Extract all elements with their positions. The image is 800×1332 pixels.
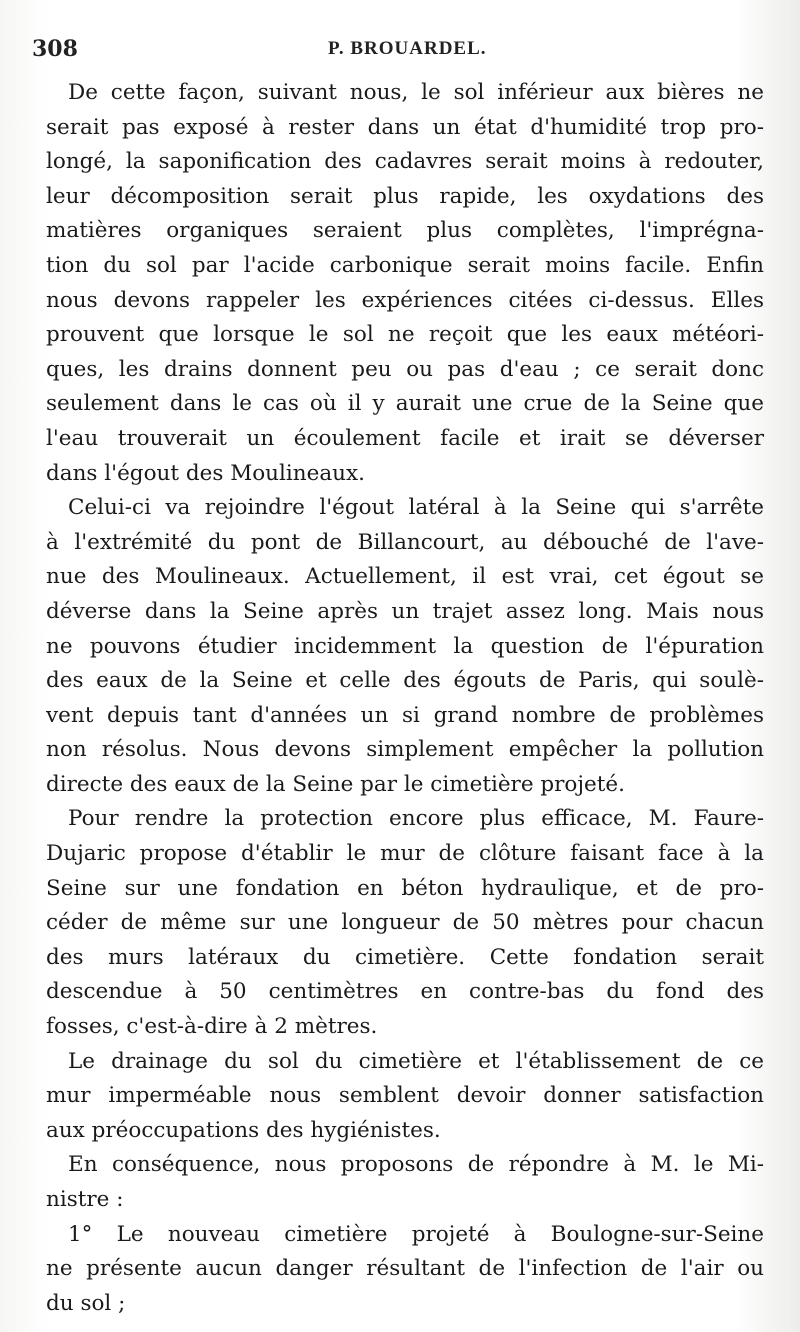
text-line: Dujaric propose d'établir le mur de clôture faisant face à la (46, 841, 764, 867)
text-line: seulement dans le cas où il y aurait une crue de la Seine que (46, 391, 764, 417)
text-line: Le drainage du sol du cimetière et l'établissement de ce (68, 1048, 764, 1074)
text-line: 1° Le nouveau cimetière projeté à Boulogne-sur-Seine (68, 1221, 764, 1247)
text-line: à l'extrémité du pont de Billancourt, au débouché de l'ave- (46, 529, 764, 555)
text-line: fosses, c'est-à-dire à 2 mètres. (46, 1014, 378, 1040)
body-text (46, 76, 764, 1321)
text-line: dans l'égout des Moulineaux. (46, 460, 365, 486)
text-line: nue des Moulineaux. Actuellement, il est vrai, cet égout se (46, 564, 764, 590)
text-line: Pour rendre la protection encore plus efficace, M. Faure- (68, 806, 764, 832)
text-line: du sol ; (46, 1290, 126, 1316)
text-line: prouvent que lorsque le sol ne reçoit que les eaux météori- (46, 322, 764, 348)
running-head: P. BROUARDEL. (328, 38, 487, 59)
text-line: l'eau trouverait un écoulement facile et irait se déverser (46, 425, 764, 451)
text-line: mur imperméable nous semblent devoir donner satisfaction (46, 1083, 764, 1109)
page-header (32, 36, 772, 66)
page-number: 308 (32, 36, 78, 62)
text-line: ques, les drains donnent peu ou pas d'eau ; ce serait donc (46, 356, 764, 382)
paragraph (46, 76, 764, 491)
text-line: déverse dans la Seine après un trajet assez long. Mais nous (46, 598, 764, 624)
text-line: Seine sur une fondation en béton hydraulique, et de pro- (46, 875, 764, 901)
text-line: nous devons rappeler les expériences citées ci-dessus. Elles (46, 287, 764, 313)
text-line: leur décomposition serait plus rapide, les oxydations des (46, 183, 764, 209)
text-line: serait pas exposé à rester dans un état d'humidité trop pro- (46, 114, 764, 140)
text-line: non résolus. Nous devons simplement empêcher la pollution (46, 737, 764, 763)
text-line: directe des eaux de la Seine par le cimetière projeté. (46, 771, 625, 797)
text-line: des eaux de la Seine et celle des égouts de Paris, qui soulè- (46, 668, 764, 694)
text-line: ne pouvons étudier incidemment la question de l'épuration (46, 633, 764, 659)
paragraph (46, 491, 764, 802)
text-line: aux préoccupations des hygiénistes. (46, 1117, 441, 1143)
text-line: En conséquence, nous proposons de répondre à M. le Mi- (68, 1152, 764, 1178)
text-line: matières organiques seraient plus complètes, l'imprégna- (46, 218, 764, 244)
paragraph (46, 1148, 764, 1217)
text-line: céder de même sur une longueur de 50 mètres pour chacun (46, 910, 764, 936)
text-line: ne présente aucun danger résultant de l'infection de l'air ou (46, 1256, 764, 1282)
text-line: Celui-ci va rejoindre l'égout latéral à la Seine qui s'arrête (68, 495, 764, 521)
text-line: tion du sol par l'acide carbonique serait moins facile. Enfin (46, 252, 764, 278)
paragraph (46, 1045, 764, 1149)
text-line: nistre : (46, 1187, 124, 1212)
text-line: des murs latéraux du cimetière. Cette fondation serait (46, 944, 764, 970)
text-line: vent depuis tant d'années un si grand nombre de problèmes (46, 702, 764, 728)
text-line: De cette façon, suivant nous, le sol inférieur aux bières ne (68, 80, 764, 105)
text-line: longé, la saponification des cadavres serait moins à redouter, (46, 149, 764, 175)
text-line: descendue à 50 centimètres en contre-bas du fond des (46, 979, 764, 1005)
paragraph (46, 1218, 764, 1322)
paragraph (46, 802, 764, 1044)
